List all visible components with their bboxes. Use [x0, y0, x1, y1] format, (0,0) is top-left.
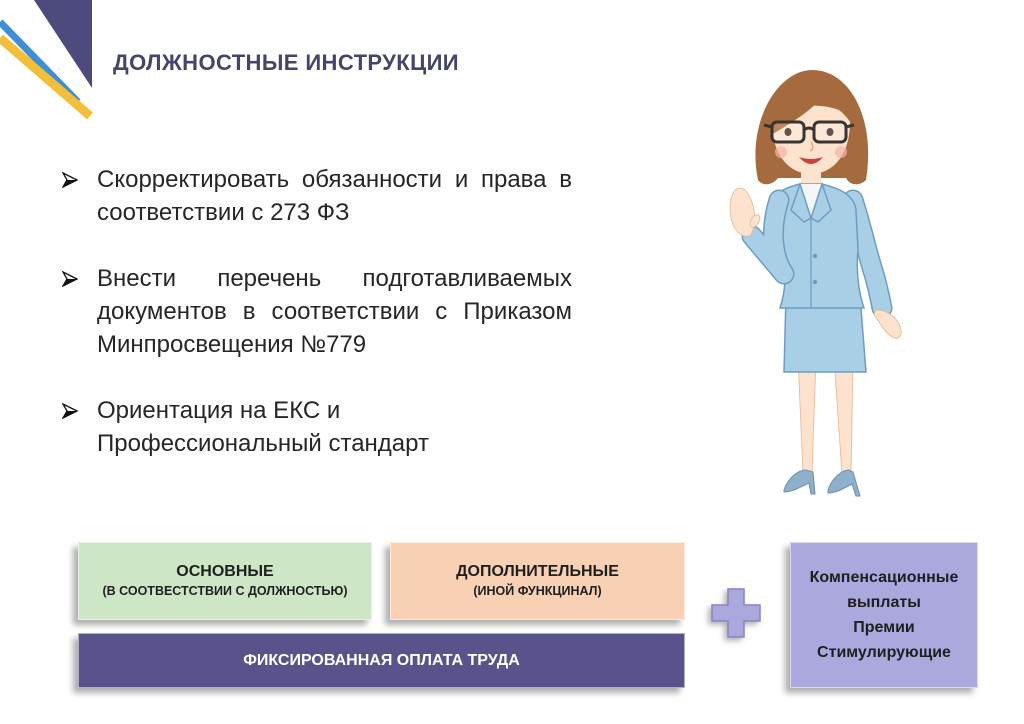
main-duties-box — [78, 542, 372, 620]
extra-payments-line: Премии — [853, 619, 915, 636]
bullet-item — [62, 394, 572, 460]
woman-legs — [798, 358, 853, 474]
arrow-bullet-icon — [62, 172, 78, 188]
woman-cheek — [775, 146, 787, 158]
extra-payments-box — [790, 542, 978, 688]
bullet-text-line: Профессиональный стандарт — [97, 430, 429, 457]
fixed-pay-bar — [78, 633, 685, 688]
additional-duties-box — [390, 542, 685, 620]
woman-cheek — [835, 146, 847, 158]
additional-duties-subtitle: (ИНОЙ ФУНКЦИНАЛ) — [473, 584, 602, 598]
bullet-text-line: соответствии с 273 ФЗ — [97, 199, 350, 226]
additional-duties-title: ДОПОЛНИТЕЛЬНЫЕ — [456, 563, 619, 580]
woman-teacher-illustration — [700, 60, 930, 510]
bullet-text-line: Внести перечень подготавливаемых — [97, 265, 572, 292]
woman-jacket-button — [813, 280, 817, 284]
fixed-pay-label: ФИКСИРОВАННАЯ ОПЛАТА ТРУДА — [243, 651, 520, 669]
arrow-bullet-icon — [62, 271, 78, 287]
bullet-text-line: документов в соответствии с Приказом — [97, 298, 572, 325]
woman-shoes — [784, 470, 860, 496]
main-duties-subtitle: (В СООТВЕСТСТВИИ С ДОЛЖНОСТЬЮ) — [102, 584, 348, 598]
corner-stripes-decoration — [0, 0, 96, 122]
plus-icon — [711, 588, 761, 638]
woman-jacket-button — [813, 254, 817, 258]
bullet-list — [62, 163, 572, 493]
bullet-text-line: Минпросвещения №779 — [97, 331, 367, 358]
main-duties-title: ОСНОВНЫЕ — [176, 563, 274, 580]
woman-arm-left — [730, 188, 784, 274]
bullet-text-line: Скорректировать обязанности и права в — [97, 166, 572, 193]
extra-payments-line: Компенсационные — [809, 569, 959, 586]
bullet-item — [62, 262, 572, 361]
extra-payments-line: выплаты — [847, 594, 921, 611]
bullet-item — [62, 163, 572, 229]
bullet-text-line: Ориентация на ЕКС и — [97, 397, 341, 424]
slide-title: ДОЛЖНОСТНЫЕ ИНСТРУКЦИИ — [113, 50, 460, 75]
arrow-bullet-icon — [62, 403, 78, 419]
extra-payments-line: Стимулирующие — [817, 644, 951, 661]
